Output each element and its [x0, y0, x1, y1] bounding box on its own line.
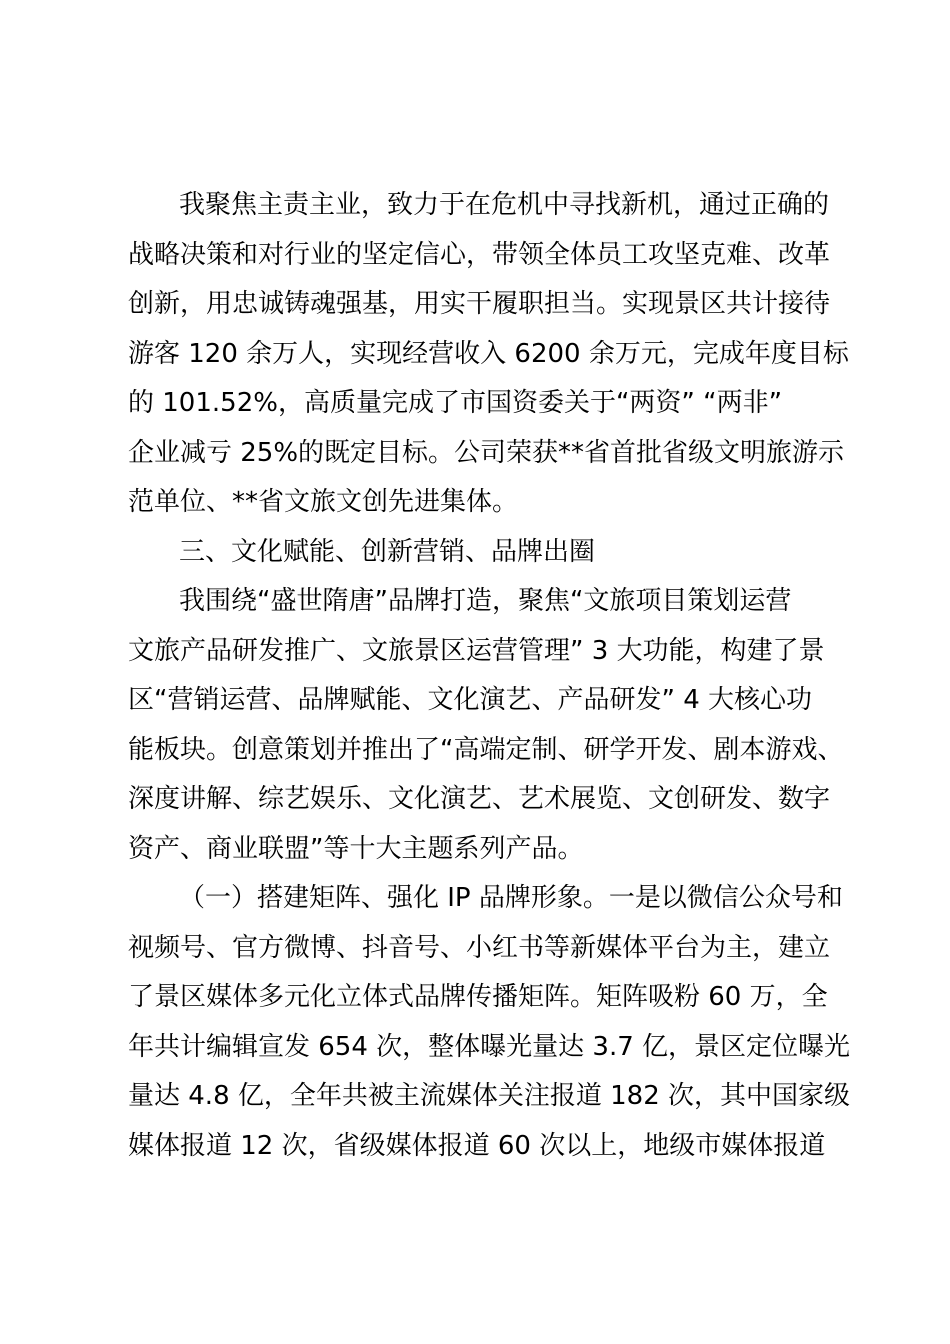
text-line: 媒体报道 12 次，省级媒体报道 60 次以上，地级市媒体报道 — [128, 1130, 826, 1161]
text-line: 资产、商业联盟”等十大主题系列产品。 — [128, 833, 584, 864]
text-line: 创新，用忠诚铸魂强基，用实干履职担当。实现景区共计接待 — [128, 289, 831, 319]
text-line: 深度讲解、综艺娱乐、文化演艺、艺术展览、文创研发、数字 — [128, 784, 831, 814]
paragraph-ip-matrix — [128, 874, 851, 1171]
document-body — [128, 181, 851, 1171]
text-line: 量达 4.8 亿，全年共被主流媒体关注报道 182 次，其中国家级 — [128, 1081, 851, 1111]
paragraph-achievements — [128, 181, 849, 528]
text-line: 文旅产品研发推广、文旅景区运营管理” 3 大功能，构建了景 — [128, 635, 825, 666]
text-line: 能板块。创意策划并推出了“高端定制、研学开发、剧本游戏、 — [128, 734, 844, 765]
section-heading — [128, 528, 828, 578]
heading-line: 三、文化赋能、创新营销、品牌出圈 — [179, 536, 596, 567]
text-line: （一）搭建矩阵、强化 IP 品牌形象。一是以微信公众号和 — [179, 883, 843, 913]
text-line: 年共计编辑宣发 654 次，整体曝光量达 3.7 亿，景区定位曝光 — [128, 1031, 851, 1062]
text-line: 区“营销运营、品牌赋能、文化演艺、产品研发” 4 大核心功 — [128, 685, 813, 715]
text-line: 视频号、官方微博、抖音号、小红书等新媒体平台为主，建立 — [128, 932, 831, 963]
text-line: 了景区媒体多元化立体式品牌传播矩阵。矩阵吸粉 60 万，全 — [128, 982, 828, 1012]
text-line: 战略决策和对行业的坚定信心，带领全体员工攻坚克难、改革 — [128, 239, 831, 270]
text-line: 的 101.52%，高质量完成了市国资委关于“两资” “两非” — [128, 388, 783, 418]
text-line: 我围绕“盛世隋唐”品牌打造，聚焦“文旅项目策划运营 — [179, 586, 792, 616]
text-line: 范单位、**省文旅文创先进集体。 — [128, 487, 519, 517]
text-line: 企业减亏 25%的既定目标。公司荣获**省首批省级文明旅游示 — [128, 437, 845, 468]
text-line: 我聚焦主责主业，致力于在危机中寻找新机，通过正确的 — [179, 190, 830, 220]
paragraph-brand-building — [128, 577, 844, 874]
text-line: 游客 120 余万人，实现经营收入 6200 余万元，完成年度目标 — [128, 338, 849, 369]
